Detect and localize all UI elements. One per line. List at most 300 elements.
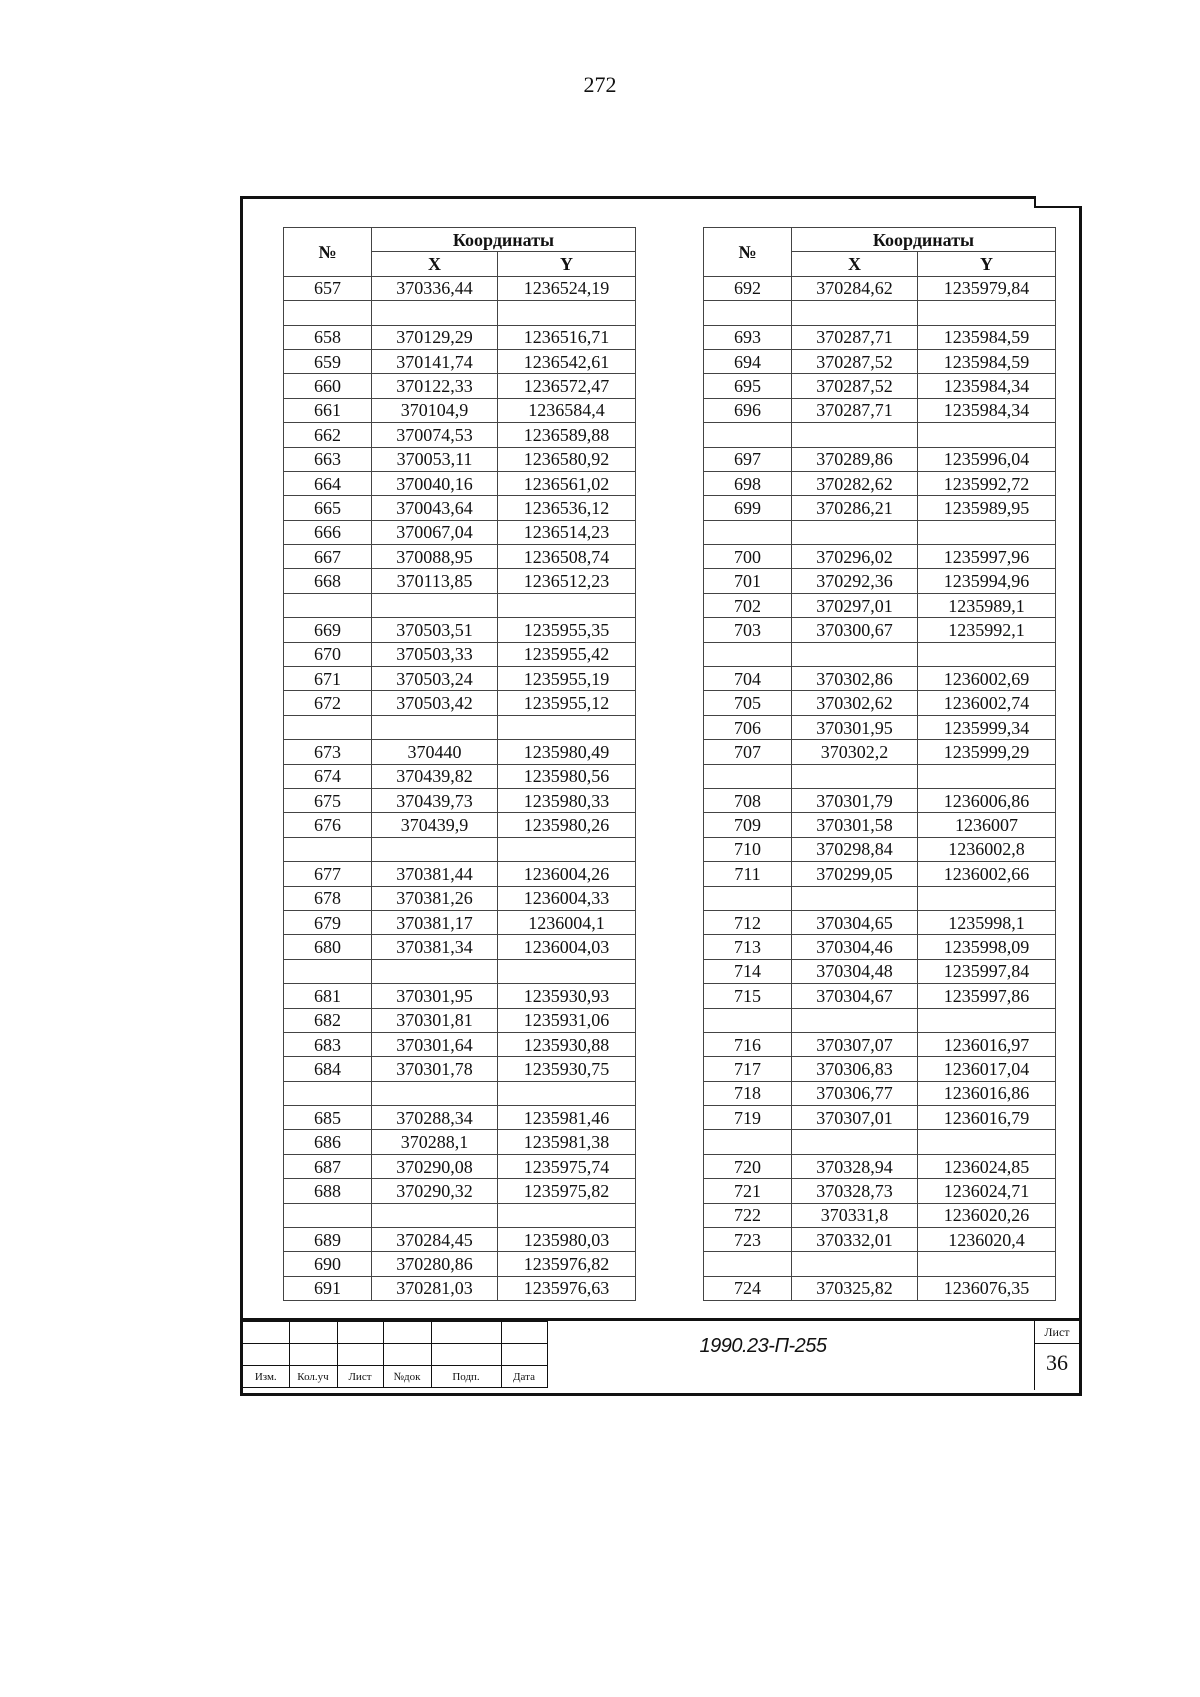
y-cell bbox=[918, 301, 1056, 325]
point-number-cell: 659 bbox=[284, 349, 372, 373]
x-cell: 370304,46 bbox=[792, 935, 918, 959]
table-row-blank bbox=[704, 1008, 1056, 1032]
x-cell: 370302,86 bbox=[792, 667, 918, 691]
header-coordinates: Координаты bbox=[372, 228, 636, 252]
table-row bbox=[284, 1252, 636, 1276]
y-cell bbox=[918, 886, 1056, 910]
x-cell bbox=[792, 520, 918, 544]
y-cell: 1235955,35 bbox=[498, 618, 636, 642]
y-cell: 1235992,72 bbox=[918, 471, 1056, 495]
x-cell: 370088,95 bbox=[372, 545, 498, 569]
point-number-cell: 717 bbox=[704, 1057, 792, 1081]
point-number-cell bbox=[704, 764, 792, 788]
table-row bbox=[704, 545, 1056, 569]
point-number-cell bbox=[704, 301, 792, 325]
point-number-cell: 666 bbox=[284, 520, 372, 544]
x-cell: 370290,32 bbox=[372, 1179, 498, 1203]
table-row bbox=[284, 447, 636, 471]
point-number-cell: 710 bbox=[704, 837, 792, 861]
point-number-cell bbox=[284, 593, 372, 617]
point-number-cell: 679 bbox=[284, 910, 372, 934]
y-cell: 1236024,71 bbox=[918, 1179, 1056, 1203]
y-cell: 1236580,92 bbox=[498, 447, 636, 471]
y-cell: 1235996,04 bbox=[918, 447, 1056, 471]
y-cell: 1235992,1 bbox=[918, 618, 1056, 642]
table-row bbox=[704, 910, 1056, 934]
table-row bbox=[704, 325, 1056, 349]
point-number-cell: 677 bbox=[284, 862, 372, 886]
x-cell: 370440 bbox=[372, 740, 498, 764]
y-cell: 1235975,74 bbox=[498, 1154, 636, 1178]
header-x: X bbox=[792, 252, 918, 276]
point-number-cell: 707 bbox=[704, 740, 792, 764]
point-number-cell: 706 bbox=[704, 715, 792, 739]
x-cell: 370141,74 bbox=[372, 349, 498, 373]
y-cell: 1235997,96 bbox=[918, 545, 1056, 569]
table-row-blank bbox=[704, 764, 1056, 788]
point-number-cell: 692 bbox=[704, 276, 792, 300]
table-row bbox=[284, 740, 636, 764]
y-cell: 1236512,23 bbox=[498, 569, 636, 593]
sheet-number: 36 bbox=[1046, 1350, 1068, 1375]
y-cell bbox=[918, 423, 1056, 447]
point-number-cell: 662 bbox=[284, 423, 372, 447]
table-row bbox=[704, 935, 1056, 959]
table-row bbox=[704, 837, 1056, 861]
header-number: № bbox=[704, 228, 792, 277]
point-number-cell: 724 bbox=[704, 1276, 792, 1300]
coordinates-table-right bbox=[703, 227, 1056, 1301]
x-cell: 370286,21 bbox=[792, 496, 918, 520]
x-cell bbox=[372, 959, 498, 983]
point-number-cell: 691 bbox=[284, 1276, 372, 1300]
point-number-cell: 690 bbox=[284, 1252, 372, 1276]
table-row bbox=[284, 471, 636, 495]
y-cell: 1236542,61 bbox=[498, 349, 636, 373]
y-cell: 1236002,74 bbox=[918, 691, 1056, 715]
x-cell: 370281,03 bbox=[372, 1276, 498, 1300]
table-row-blank bbox=[704, 1130, 1056, 1154]
table-row bbox=[284, 276, 636, 300]
point-number-cell: 723 bbox=[704, 1228, 792, 1252]
point-number-cell: 663 bbox=[284, 447, 372, 471]
x-cell: 370288,1 bbox=[372, 1130, 498, 1154]
point-number-cell bbox=[704, 423, 792, 447]
table-row bbox=[704, 959, 1056, 983]
y-cell: 1236508,74 bbox=[498, 545, 636, 569]
x-cell: 370328,73 bbox=[792, 1179, 918, 1203]
point-number-cell: 684 bbox=[284, 1057, 372, 1081]
point-number-cell: 687 bbox=[284, 1154, 372, 1178]
y-cell: 1236016,86 bbox=[918, 1081, 1056, 1105]
y-cell: 1236024,85 bbox=[918, 1154, 1056, 1178]
sheet-label: Лист bbox=[1035, 1321, 1079, 1344]
y-cell: 1236584,4 bbox=[498, 398, 636, 422]
y-cell: 1236002,8 bbox=[918, 837, 1056, 861]
table-row bbox=[284, 545, 636, 569]
y-cell: 1235955,19 bbox=[498, 667, 636, 691]
table-row bbox=[704, 788, 1056, 812]
header-y: Y bbox=[918, 252, 1056, 276]
point-number-cell bbox=[704, 1130, 792, 1154]
y-cell: 1235979,84 bbox=[918, 276, 1056, 300]
table-row bbox=[704, 1032, 1056, 1056]
point-number-cell: 672 bbox=[284, 691, 372, 715]
y-cell: 1235984,59 bbox=[918, 325, 1056, 349]
label-change: Изм. bbox=[243, 1366, 289, 1388]
x-cell: 370336,44 bbox=[372, 276, 498, 300]
point-number-cell: 705 bbox=[704, 691, 792, 715]
table-row bbox=[704, 1106, 1056, 1130]
table-row bbox=[284, 1130, 636, 1154]
point-number-cell: 658 bbox=[284, 325, 372, 349]
y-cell bbox=[918, 1130, 1056, 1154]
point-number-cell: 685 bbox=[284, 1106, 372, 1130]
table-row-blank bbox=[704, 1252, 1056, 1276]
table-row bbox=[704, 569, 1056, 593]
table-row bbox=[284, 910, 636, 934]
header-number: № bbox=[284, 228, 372, 277]
label-doc-no: №док bbox=[383, 1366, 431, 1388]
x-cell: 370381,44 bbox=[372, 862, 498, 886]
y-cell: 1236002,66 bbox=[918, 862, 1056, 886]
point-number-cell: 702 bbox=[704, 593, 792, 617]
y-cell: 1236004,1 bbox=[498, 910, 636, 934]
point-number-cell: 671 bbox=[284, 667, 372, 691]
x-cell: 370306,77 bbox=[792, 1081, 918, 1105]
table-row bbox=[284, 886, 636, 910]
point-number-cell bbox=[284, 715, 372, 739]
point-number-cell bbox=[284, 1203, 372, 1227]
page-number: 272 bbox=[583, 72, 617, 97]
point-number-cell: 722 bbox=[704, 1203, 792, 1227]
x-cell bbox=[792, 423, 918, 447]
y-cell: 1236516,71 bbox=[498, 325, 636, 349]
point-number-cell: 711 bbox=[704, 862, 792, 886]
point-number-cell: 693 bbox=[704, 325, 792, 349]
x-cell: 370043,64 bbox=[372, 496, 498, 520]
x-cell: 370040,16 bbox=[372, 471, 498, 495]
point-number-cell: 715 bbox=[704, 984, 792, 1008]
table-row bbox=[284, 1106, 636, 1130]
y-cell: 1236002,69 bbox=[918, 667, 1056, 691]
table-row-blank bbox=[284, 593, 636, 617]
x-cell: 370306,83 bbox=[792, 1057, 918, 1081]
x-cell: 370284,45 bbox=[372, 1228, 498, 1252]
x-cell: 370296,02 bbox=[792, 545, 918, 569]
table-row bbox=[704, 1276, 1056, 1300]
x-cell: 370304,67 bbox=[792, 984, 918, 1008]
table-row-blank bbox=[284, 715, 636, 739]
coordinates-body-right bbox=[704, 276, 1056, 1300]
point-number-cell bbox=[704, 520, 792, 544]
point-number-cell: 714 bbox=[704, 959, 792, 983]
table-row bbox=[284, 667, 636, 691]
point-number-cell: 681 bbox=[284, 984, 372, 1008]
y-cell: 1236020,4 bbox=[918, 1228, 1056, 1252]
point-number-cell: 688 bbox=[284, 1179, 372, 1203]
table-row bbox=[704, 715, 1056, 739]
label-date: Дата bbox=[501, 1366, 547, 1388]
x-cell: 370301,95 bbox=[792, 715, 918, 739]
table-row bbox=[284, 1154, 636, 1178]
y-cell: 1235980,33 bbox=[498, 788, 636, 812]
point-number-cell: 720 bbox=[704, 1154, 792, 1178]
x-cell: 370328,94 bbox=[792, 1154, 918, 1178]
x-cell: 370290,08 bbox=[372, 1154, 498, 1178]
point-number-cell: 696 bbox=[704, 398, 792, 422]
x-cell: 370503,42 bbox=[372, 691, 498, 715]
y-cell bbox=[498, 715, 636, 739]
y-cell: 1235955,12 bbox=[498, 691, 636, 715]
table-row-blank bbox=[704, 520, 1056, 544]
x-cell: 370301,78 bbox=[372, 1057, 498, 1081]
point-number-cell: 721 bbox=[704, 1179, 792, 1203]
y-cell: 1235984,59 bbox=[918, 349, 1056, 373]
x-cell: 370300,67 bbox=[792, 618, 918, 642]
sheet-box bbox=[1034, 1321, 1079, 1390]
point-number-cell: 657 bbox=[284, 276, 372, 300]
y-cell: 1236016,79 bbox=[918, 1106, 1056, 1130]
x-cell: 370503,33 bbox=[372, 642, 498, 666]
table-row bbox=[704, 813, 1056, 837]
drawing-frame bbox=[240, 196, 1082, 1396]
y-cell: 1235998,1 bbox=[918, 910, 1056, 934]
y-cell: 1236514,23 bbox=[498, 520, 636, 544]
y-cell: 1236016,97 bbox=[918, 1032, 1056, 1056]
y-cell bbox=[498, 959, 636, 983]
point-number-cell: 676 bbox=[284, 813, 372, 837]
table-row bbox=[704, 447, 1056, 471]
y-cell: 1236017,04 bbox=[918, 1057, 1056, 1081]
table-row bbox=[284, 788, 636, 812]
table-row bbox=[704, 862, 1056, 886]
point-number-cell bbox=[704, 642, 792, 666]
label-signature: Подп. bbox=[431, 1366, 501, 1388]
y-cell: 1235989,95 bbox=[918, 496, 1056, 520]
y-cell: 1235997,84 bbox=[918, 959, 1056, 983]
point-number-cell: 678 bbox=[284, 886, 372, 910]
x-cell: 370304,65 bbox=[792, 910, 918, 934]
x-cell bbox=[792, 1130, 918, 1154]
table-row bbox=[704, 1179, 1056, 1203]
table-row bbox=[704, 398, 1056, 422]
table-row bbox=[284, 520, 636, 544]
x-cell bbox=[372, 715, 498, 739]
y-cell: 1235997,86 bbox=[918, 984, 1056, 1008]
table-row bbox=[284, 1228, 636, 1252]
table-row bbox=[704, 593, 1056, 617]
y-cell: 1235930,75 bbox=[498, 1057, 636, 1081]
point-number-cell: 716 bbox=[704, 1032, 792, 1056]
point-number-cell: 661 bbox=[284, 398, 372, 422]
revision-grid bbox=[243, 1321, 548, 1388]
x-cell: 370074,53 bbox=[372, 423, 498, 447]
y-cell: 1236076,35 bbox=[918, 1276, 1056, 1300]
table-row bbox=[704, 691, 1056, 715]
point-number-cell: 719 bbox=[704, 1106, 792, 1130]
x-cell: 370288,34 bbox=[372, 1106, 498, 1130]
point-number-cell: 694 bbox=[704, 349, 792, 373]
x-cell: 370301,64 bbox=[372, 1032, 498, 1056]
y-cell bbox=[918, 764, 1056, 788]
point-number-cell: 700 bbox=[704, 545, 792, 569]
y-cell: 1235930,88 bbox=[498, 1032, 636, 1056]
table-row-blank bbox=[704, 423, 1056, 447]
table-row bbox=[704, 618, 1056, 642]
x-cell: 370282,62 bbox=[792, 471, 918, 495]
y-cell: 1236524,19 bbox=[498, 276, 636, 300]
x-cell: 370067,04 bbox=[372, 520, 498, 544]
table-row bbox=[284, 325, 636, 349]
y-cell: 1235984,34 bbox=[918, 374, 1056, 398]
table-row bbox=[704, 1228, 1056, 1252]
table-row bbox=[704, 471, 1056, 495]
point-number-cell: 713 bbox=[704, 935, 792, 959]
table-row bbox=[284, 813, 636, 837]
y-cell: 1235930,93 bbox=[498, 984, 636, 1008]
point-number-cell: 701 bbox=[704, 569, 792, 593]
table-row bbox=[704, 1154, 1056, 1178]
table-row-blank bbox=[284, 1081, 636, 1105]
y-cell: 1236007 bbox=[918, 813, 1056, 837]
y-cell: 1235980,26 bbox=[498, 813, 636, 837]
table-row-blank bbox=[704, 301, 1056, 325]
x-cell: 370287,71 bbox=[792, 398, 918, 422]
table-row bbox=[704, 349, 1056, 373]
y-cell: 1235989,1 bbox=[918, 593, 1056, 617]
x-cell: 370280,86 bbox=[372, 1252, 498, 1276]
x-cell: 370301,58 bbox=[792, 813, 918, 837]
y-cell: 1235999,29 bbox=[918, 740, 1056, 764]
x-cell bbox=[372, 1203, 498, 1227]
header-coordinates: Координаты bbox=[792, 228, 1056, 252]
x-cell: 370307,01 bbox=[792, 1106, 918, 1130]
point-number-cell bbox=[704, 1008, 792, 1032]
table-row-blank bbox=[704, 642, 1056, 666]
point-number-cell: 675 bbox=[284, 788, 372, 812]
y-cell bbox=[498, 593, 636, 617]
x-cell: 370301,79 bbox=[792, 788, 918, 812]
table-row-blank bbox=[284, 959, 636, 983]
point-number-cell bbox=[704, 886, 792, 910]
x-cell: 370302,2 bbox=[792, 740, 918, 764]
y-cell: 1236020,26 bbox=[918, 1203, 1056, 1227]
y-cell: 1235976,63 bbox=[498, 1276, 636, 1300]
y-cell bbox=[918, 1252, 1056, 1276]
table-row bbox=[704, 984, 1056, 1008]
x-cell: 370301,81 bbox=[372, 1008, 498, 1032]
x-cell: 370287,71 bbox=[792, 325, 918, 349]
x-cell: 370331,8 bbox=[792, 1203, 918, 1227]
table-row bbox=[284, 569, 636, 593]
y-cell: 1236004,26 bbox=[498, 862, 636, 886]
x-cell bbox=[372, 837, 498, 861]
x-cell: 370301,95 bbox=[372, 984, 498, 1008]
table-row bbox=[284, 1008, 636, 1032]
x-cell: 370503,51 bbox=[372, 618, 498, 642]
document-code: 1990.23-П-255 bbox=[699, 1335, 827, 1357]
y-cell: 1236006,86 bbox=[918, 788, 1056, 812]
x-cell bbox=[792, 301, 918, 325]
x-cell: 370439,9 bbox=[372, 813, 498, 837]
table-row bbox=[704, 496, 1056, 520]
table-row bbox=[704, 667, 1056, 691]
point-number-cell: 708 bbox=[704, 788, 792, 812]
point-number-cell: 682 bbox=[284, 1008, 372, 1032]
x-cell: 370122,33 bbox=[372, 374, 498, 398]
point-number-cell: 697 bbox=[704, 447, 792, 471]
table-row bbox=[284, 496, 636, 520]
point-number-cell: 680 bbox=[284, 935, 372, 959]
point-number-cell: 668 bbox=[284, 569, 372, 593]
x-cell bbox=[792, 1252, 918, 1276]
point-number-cell: 709 bbox=[704, 813, 792, 837]
y-cell: 1236572,47 bbox=[498, 374, 636, 398]
x-cell: 370289,86 bbox=[792, 447, 918, 471]
point-number-cell: 718 bbox=[704, 1081, 792, 1105]
x-cell bbox=[372, 1081, 498, 1105]
point-number-cell bbox=[704, 1252, 792, 1276]
x-cell: 370053,11 bbox=[372, 447, 498, 471]
table-row-blank bbox=[284, 837, 636, 861]
table-row bbox=[284, 642, 636, 666]
table-row-blank bbox=[284, 1203, 636, 1227]
point-number-cell bbox=[284, 837, 372, 861]
y-cell: 1235980,49 bbox=[498, 740, 636, 764]
point-number-cell: 712 bbox=[704, 910, 792, 934]
y-cell: 1235981,46 bbox=[498, 1106, 636, 1130]
table-row bbox=[284, 691, 636, 715]
table-row bbox=[704, 740, 1056, 764]
point-number-cell bbox=[284, 959, 372, 983]
x-cell bbox=[792, 886, 918, 910]
point-number-cell: 703 bbox=[704, 618, 792, 642]
x-cell: 370299,05 bbox=[792, 862, 918, 886]
x-cell: 370381,17 bbox=[372, 910, 498, 934]
point-number-cell: 704 bbox=[704, 667, 792, 691]
x-cell bbox=[792, 1008, 918, 1032]
header-x: X bbox=[372, 252, 498, 276]
point-number-cell bbox=[284, 1081, 372, 1105]
label-qty: Кол.уч bbox=[289, 1366, 337, 1388]
y-cell: 1235994,96 bbox=[918, 569, 1056, 593]
y-cell: 1235984,34 bbox=[918, 398, 1056, 422]
point-number-cell: 673 bbox=[284, 740, 372, 764]
point-number-cell: 695 bbox=[704, 374, 792, 398]
x-cell: 370129,29 bbox=[372, 325, 498, 349]
x-cell bbox=[372, 301, 498, 325]
y-cell bbox=[918, 520, 1056, 544]
x-cell: 370287,52 bbox=[792, 349, 918, 373]
y-cell: 1235975,82 bbox=[498, 1179, 636, 1203]
y-cell: 1235998,09 bbox=[918, 935, 1056, 959]
x-cell: 370298,84 bbox=[792, 837, 918, 861]
table-row bbox=[284, 1032, 636, 1056]
x-cell: 370284,62 bbox=[792, 276, 918, 300]
table-row bbox=[284, 618, 636, 642]
point-number-cell: 667 bbox=[284, 545, 372, 569]
y-cell: 1235976,82 bbox=[498, 1252, 636, 1276]
point-number-cell: 689 bbox=[284, 1228, 372, 1252]
y-cell bbox=[498, 1203, 636, 1227]
point-number-cell: 665 bbox=[284, 496, 372, 520]
y-cell: 1236561,02 bbox=[498, 471, 636, 495]
y-cell: 1235955,42 bbox=[498, 642, 636, 666]
table-row bbox=[284, 984, 636, 1008]
y-cell bbox=[498, 1081, 636, 1105]
point-number-cell: 683 bbox=[284, 1032, 372, 1056]
